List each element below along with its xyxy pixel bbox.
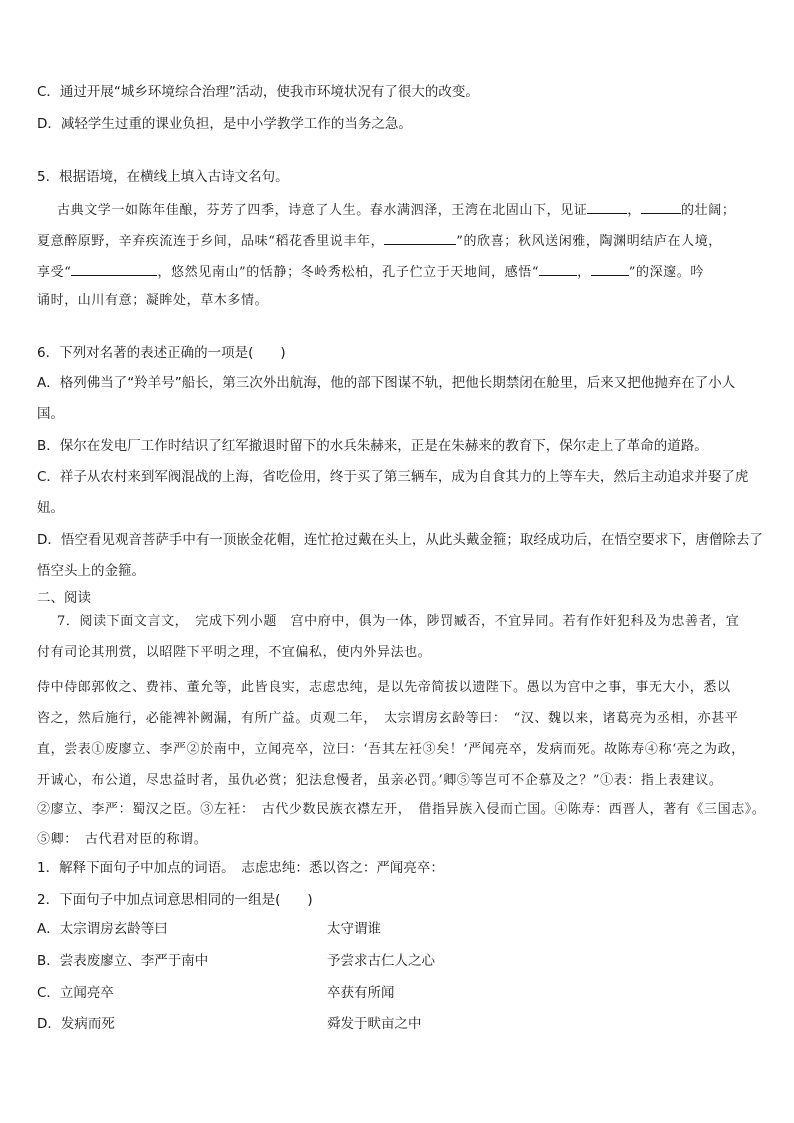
q5-text: 享受“ bbox=[37, 265, 72, 280]
q7-line-2: 付有司论其刑赏，以昭陛下平明之理，不宜偏私，使内外异法也。 bbox=[37, 645, 432, 660]
answer-blank[interactable] bbox=[641, 199, 681, 214]
option-left: C．立闻亮卒 bbox=[37, 985, 114, 1001]
q4-option-d: D．减轻学生过重的课业负担，是中小学教学工作的当务之急。 bbox=[37, 116, 412, 132]
q6-title: 6．下列对名著的表述正确的一项是( ) bbox=[37, 345, 286, 361]
sub2-option-b bbox=[37, 951, 435, 971]
q6-option-c-cont: 妞。 bbox=[37, 500, 64, 516]
q5-passage-line-3 bbox=[37, 261, 704, 283]
q5-text: ”的欣喜；秋风送闲雅，陶渊明结庐在人境， bbox=[456, 234, 722, 249]
q5-text: 夏意醉原野，辛弃疾流连于乡间，品味“稻花香里说丰年， bbox=[37, 234, 385, 249]
option-right: 舜发于畎亩之中 bbox=[327, 1016, 422, 1032]
q5-passage-line-4: 诵时，山川有意；凝眸处，草木多情。 bbox=[37, 293, 269, 308]
q5-text: 古典文学一如陈年佳酿，芬芳了四季，诗意了人生。春水满泗泽，王湾在北固山下，见证 bbox=[57, 203, 588, 218]
q7-line-5: 直，尝表①废廖立、李严②於南中，立闻亮卒，泣曰：‘吾其左衽③矣！’严闻亮卒，发病而死。故陈寿④称‘亮之为政， bbox=[37, 742, 745, 757]
q7-line-6: 开诚心，布公道，尽忠益时者，虽仇必赏；犯法怠慢者，虽亲必罚。’卿⑤等岂可不企慕及之？”①表：指上表建议。 bbox=[37, 773, 723, 788]
answer-blank[interactable] bbox=[591, 261, 629, 276]
q6-option-a: A．格列佛当了“羚羊号”船长，第三次外出航海，他的部下图谋不轨，把他长期禁闭在舱里，后来又把他抛弃在了小人 bbox=[37, 375, 736, 391]
answer-blank[interactable] bbox=[71, 261, 157, 276]
q5-passage-line-1 bbox=[57, 199, 735, 221]
q7-line-1: 7．阅读下面文言文， 完成下列小题 宫中府中，俱为一体，陟罚臧否，不宜异同。若有作奸犯科及为忠善者，宜 bbox=[57, 614, 740, 629]
sub2-option-a bbox=[37, 919, 381, 939]
answer-blank[interactable] bbox=[539, 261, 577, 276]
option-right: 予尝求古仁人之心 bbox=[327, 953, 435, 969]
option-left: A．太宗谓房玄龄等曰 bbox=[37, 921, 168, 937]
q4-option-c: C．通过开展“城乡环境综合治理”活动，使我市环境状况有了很大的改变。 bbox=[37, 84, 479, 100]
q6-option-c: C．祥子从农村来到军阀混战的上海，省吃俭用，终于买了第三辆车，成为自食其力的上等车夫，然后主动追求并娶了虎 bbox=[37, 469, 749, 485]
q6-option-d: D．悟空看见观音菩萨手中有一顶嵌金花帽，连忙抢过戴在头上，从此头戴金箍；取经成功后，在悟空要求下，唐僧除去了 bbox=[37, 532, 763, 548]
answer-blank[interactable] bbox=[384, 230, 456, 245]
option-right: 卒获有所闻 bbox=[327, 985, 395, 1001]
q5-text: ，悠然见南山”的恬静；冬岭秀松柏，孔子伫立于天地间，感悟“ bbox=[157, 265, 540, 280]
q7-line-7: ②廖立、李严：蜀汉之臣。③左衽： 古代少数民族衣襟左开， 借指异族入侵而亡国。④陈寿：西晋人，著有《三国志》。 bbox=[37, 802, 766, 817]
q5-text: 的壮阔； bbox=[681, 203, 736, 218]
sub2-option-c bbox=[37, 983, 395, 1003]
sub-question-2-title: 2．下面句子中加点词意思相同的一组是( ) bbox=[37, 892, 313, 908]
option-left: B．尝表废廖立、李严于南中 bbox=[37, 953, 209, 969]
q6-option-d-cont: 悟空头上的金箍。 bbox=[37, 563, 145, 579]
q5-title: 5．根据语境，在横线上填入古诗文名句。 bbox=[37, 169, 289, 185]
sub-question-1: 1．解释下面句子中加点的词语。 志虑忠纯：悉以咨之：严闻亮卒： bbox=[37, 860, 444, 876]
q7-line-4: 咨之，然后施行，必能裨补阙漏，有所广益。贞观二年， 太宗谓房玄龄等曰： “汉、魏以来，诸葛亮为丞相，亦甚平 bbox=[37, 711, 739, 726]
q5-sep: ， bbox=[627, 203, 642, 218]
option-left: D．发病而死 bbox=[37, 1016, 115, 1032]
sub2-option-d bbox=[37, 1014, 422, 1034]
q6-option-a-cont: 国。 bbox=[37, 406, 64, 422]
q7-line-8: ⑤卿： 古代君对臣的称谓。 bbox=[37, 832, 208, 847]
q5-text: ”的深邃。吟 bbox=[628, 265, 705, 280]
section-heading: 二、阅读 bbox=[37, 590, 91, 606]
q5-passage-line-2 bbox=[37, 230, 722, 252]
q6-option-b: B．保尔在发电厂工作时结识了红军撤退时留下的水兵朱赫来，正是在朱赫来的教育下，保尔走上了革命的道路。 bbox=[37, 438, 708, 454]
option-right: 太守谓谁 bbox=[327, 921, 381, 937]
q5-sep: ， bbox=[577, 265, 591, 280]
answer-blank[interactable] bbox=[587, 199, 627, 214]
q7-line-3: 侍中侍郎郭攸之、费祎、董允等，此皆良实，志虑忠纯，是以先帝简拔以遗陛下。愚以为宫中之事，事无大小，悉以 bbox=[37, 680, 731, 695]
